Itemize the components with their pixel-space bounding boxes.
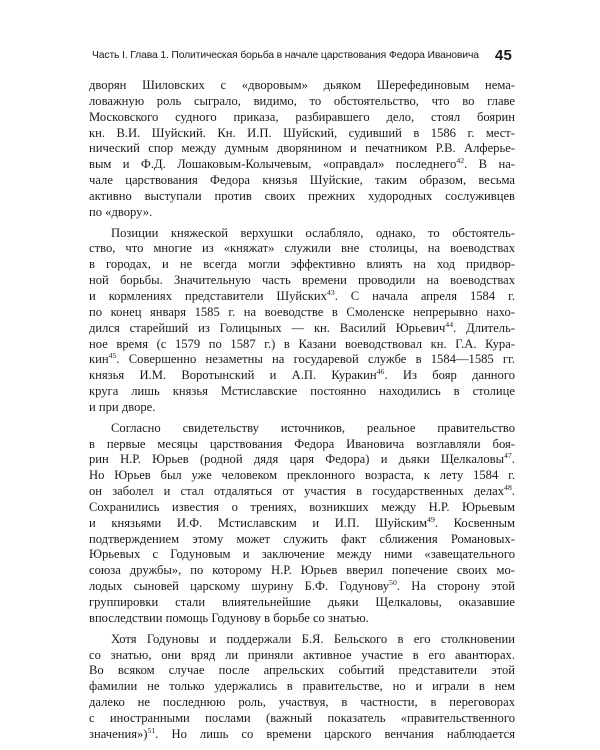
text-line [89,305,515,321]
text-line [89,352,515,368]
running-header [92,44,512,66]
line-text: активно выступали против своих прежних худородных сослуживцев [89,188,515,203]
paragraph [89,632,515,743]
footnote-ref: 50 [389,577,397,587]
footnote-ref: 44 [445,319,454,329]
text-line [89,484,515,500]
line-text-continued: . Из бояр данного [384,368,515,383]
line-text: ство, что многие из «княжат» служили вне столицы, на воеводствах [89,241,515,256]
paragraph [89,226,515,416]
line-text: группировки стали влиятельнейшие дьяки Щелкаловы, оказавшие [89,595,515,609]
text-line [89,437,515,453]
line-text-continued: . На сторону этой [396,579,515,594]
text-line [89,468,515,484]
line-text: дворян Шиловских с «дворовым» дьяком Шерефединовым нема- [89,78,515,92]
line-text: Согласно свидетельству источников, реальное правительство [111,420,515,435]
paragraph [89,78,515,221]
line-text: по «двору». [89,204,153,219]
text-line [89,110,515,126]
line-text-continued: . В на- [464,157,515,172]
text-line [89,595,515,611]
line-text: кин [89,352,109,367]
line-text: лодых сыновей царскому шурину Б.Ф. Годунову [89,579,390,594]
line-text: и князьями И.Ф. Мстиславским и И.П. Шуйским [89,515,428,530]
text-line [89,579,515,595]
text-line [89,663,515,679]
line-text-continued: . Совершенно незаметны на государевой службе в 1584—1585 гг. [116,352,515,367]
line-text: подтверждением этому может служить факт сближения Романовых- [89,531,515,546]
text-line [89,711,515,727]
line-text: союза дружбы», по которому Н.Р. Юрьев вверил попечение своих мо- [89,563,515,578]
chapter-title: Часть I. Глава 1. Политическая борьба в начале царствования Федора Ивановича [92,49,479,61]
line-text: Сохранились известия о трениях, возникших между Н.Р. Юрьевым [89,499,515,514]
text-line [89,157,515,173]
line-text: далеко не последнюю роль, участвуя, в частности, в переговорах [89,695,515,710]
line-text: и при дворе. [89,399,156,414]
text-line [89,679,515,695]
line-text: в первые месяцы царствования Федора Ивановича возглавляли боя- [89,436,515,451]
text-line [89,173,515,189]
line-text-continued: . С начала апреля 1584 г. [334,288,515,303]
line-text-continued: . Косвенным [434,515,515,530]
line-text: Но Юрьев был уже человеком преклонного возраста, к лету 1584 г. [89,468,515,483]
line-text: со знатью, они вряд ли приняли активное участие в его авантюрах. [89,647,515,662]
text-line [89,400,515,416]
text-line [89,547,515,563]
text-line [89,126,515,142]
line-text: ное время (с 1579 по 1587 г.) в Казани воеводствовал кн. Г.А. Кура- [89,336,515,351]
line-text-continued: . Но лишь со времени царского венчания наблюдается [155,726,515,741]
text-line [89,321,515,337]
line-text: круга лишь князья Мстиславские постоянно находились в столице [89,384,515,399]
footnote-ref: 42 [456,156,465,166]
text-line [89,241,515,257]
line-text: чале царствования Федора князья Шуйские, таким образом, весьма [89,173,515,188]
text-line [89,384,515,400]
text-line [89,452,515,468]
text-line [89,368,515,384]
paragraph [89,421,515,627]
text-line [89,500,515,516]
line-text: ной борьбы. Значительную часть времени проводили на воеводствах [89,273,515,288]
text-line [89,78,515,94]
footnote-ref: 51 [147,725,156,735]
text-line [89,421,515,437]
line-text: Во всяком случае после апрельских событий представители этой [89,663,515,678]
line-text: дился старейший из Голицыных — кн. Василий Юрьевич [89,320,446,335]
text-line [89,727,515,743]
text-line [89,695,515,711]
footnote-ref: 45 [108,351,117,361]
line-text: Позиции княжеской верхушки ослабляло, однако, то обстоятель- [111,225,515,240]
text-line [89,648,515,664]
line-text: рин Н.Р. Юрьев (родной дядя царя Федора) и дьяки Щелкаловы [89,452,505,467]
text-line [89,516,515,532]
body-text [89,78,515,743]
text-line [89,189,515,205]
line-text: Хотя Годуновы и поддержали Б.Я. Бельского в его столкновении [111,631,515,646]
text-line [89,94,515,110]
line-text: и кормлениях представители Шуйских [89,288,327,303]
line-text-continued: . [511,452,515,467]
text-line [89,563,515,579]
text-line [89,337,515,353]
line-text: вым и Ф.Д. Лошаковым-Колычевым, «оправдал» последнего [89,157,457,172]
line-text: значения») [89,726,148,741]
footnote-ref: 48 [504,482,512,492]
footnote-ref: 46 [376,367,385,376]
line-text: князья И.М. Воротынский и А.П. Куракин [89,368,377,383]
line-text: кн. В.И. Шуйский. Кн. И.П. Шуйский, судивший в 1586 г. мест- [89,125,515,140]
text-line [89,226,515,242]
line-text-continued: . Длитель- [453,320,516,335]
text-line [89,141,515,157]
footnote-ref: 49 [427,514,435,524]
text-line [89,632,515,648]
line-text: впоследствии помощь Годунову в борьбе со знатью. [89,610,369,625]
line-text: нический спор между думным дворянином и печатником Р.В. Алферье- [89,141,515,156]
line-text: он заболел и стал отдаляться от участия в государственных делах [89,484,505,499]
line-text: Московского судного приказа, разбиравшего дело, стоял боярин [89,109,515,124]
page-number: 45 [494,46,512,64]
text-line [89,611,515,627]
line-text: с иностранными послами (важный показатель «правительственного [89,710,515,725]
line-text: Юрьевых с Годуновым и заключение между ними «завещательного [89,547,515,562]
line-text: в городах, и не всегда могли эффективно влиять на ход придвор- [89,257,515,272]
text-line [89,289,515,305]
line-text: по конец января 1585 г. на воеводстве в Смоленске непрерывно нахо- [89,304,515,319]
text-line [89,273,515,289]
footnote-ref: 43 [326,287,335,297]
footnote-ref: 47 [504,451,512,461]
line-text: фамилии не только удержались в правительстве, но и играли в нем [89,679,515,694]
line-text: ловажную роль сыграло, видимо, то обстоятельство, что во главе [89,93,515,108]
line-text-continued: . [511,484,515,499]
text-line [89,205,515,221]
text-line [89,532,515,548]
text-line [89,257,515,273]
